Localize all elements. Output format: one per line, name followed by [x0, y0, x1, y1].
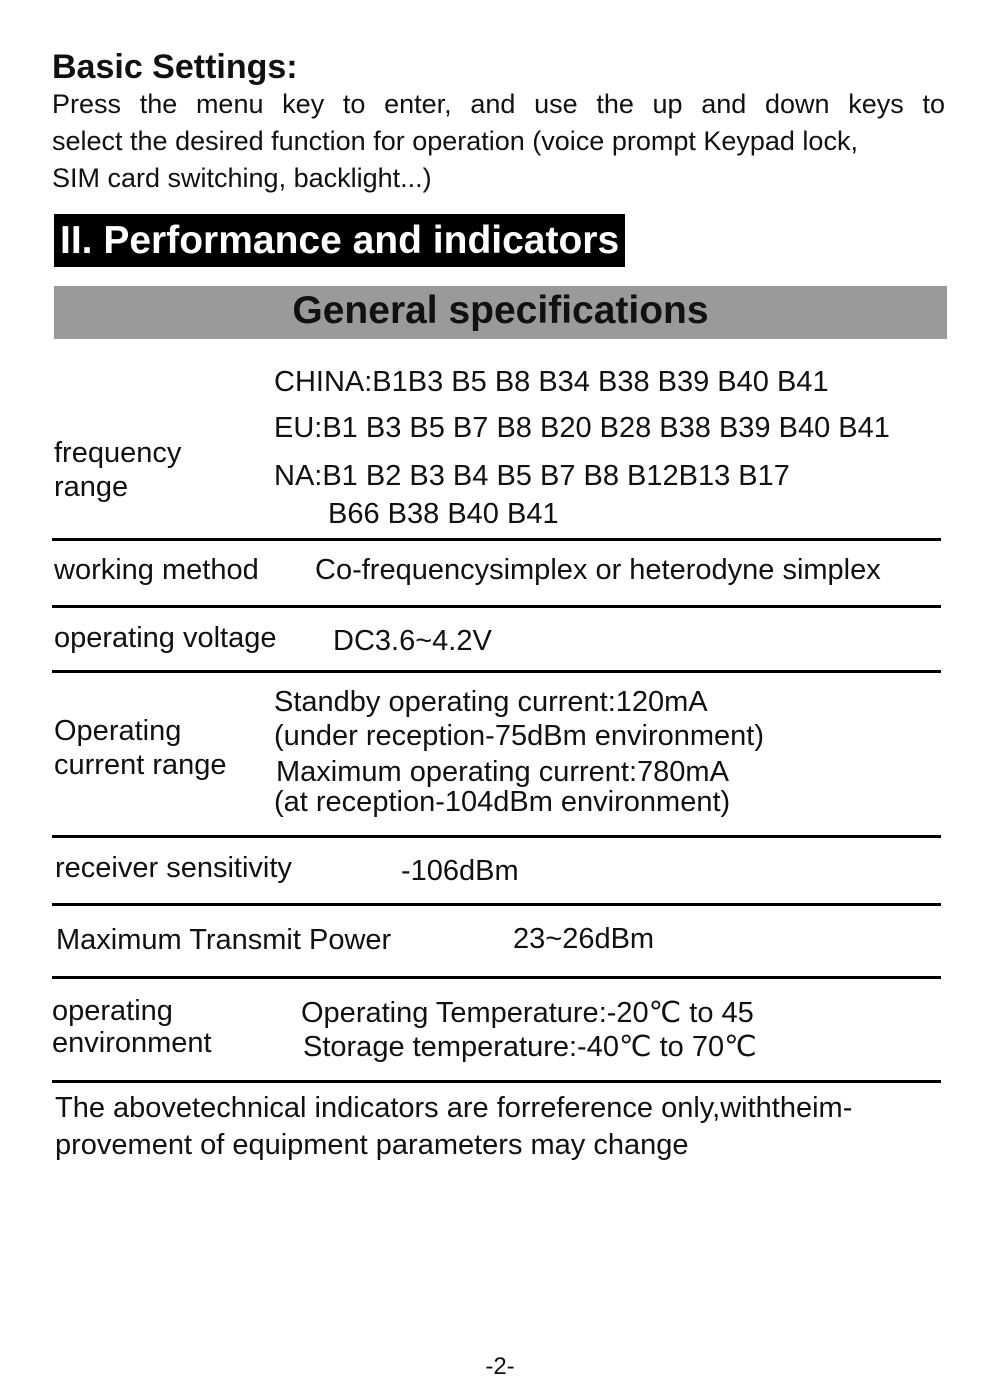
row-divider	[52, 538, 941, 541]
footnote-line: provement of equipment parameters may change	[55, 1129, 689, 1161]
row-divider	[52, 835, 941, 838]
paragraph-line: SIM card switching, backlight...)	[52, 163, 432, 193]
page-number: -2-	[485, 1353, 515, 1380]
label-line: current range	[54, 749, 227, 781]
label-line: Operating	[54, 715, 182, 747]
storage-temperature: Storage temperature:-40℃ to 70℃	[303, 1031, 757, 1063]
frequency-eu: EU:B1 B3 B5 B7 B8 B20 B28 B38 B39 B40 B41	[274, 412, 890, 444]
section-title: II. Performance and indicators	[54, 214, 625, 267]
paragraph-line: Press the menu key to enter, and use the up and down keys to	[52, 89, 945, 119]
footnote-line: The abovetechnical indicators are forreference only,withtheim-	[55, 1092, 853, 1124]
row-divider	[52, 670, 941, 673]
frequency-china: CHINA:B1B3 B5 B8 B34 B38 B39 B40 B41	[274, 366, 829, 398]
frequency-range-label	[54, 436, 181, 504]
receiver-sensitivity-label: receiver sensitivity	[55, 852, 292, 884]
working-method-label: working method	[54, 554, 259, 586]
frequency-na-continued: B66 B38 B40 B41	[328, 498, 559, 530]
label-line: environment	[52, 1027, 212, 1059]
receiver-sensitivity-value: -106dBm	[401, 855, 519, 887]
label-line: frequency	[54, 437, 182, 469]
row-divider	[52, 1080, 941, 1083]
operating-voltage-label: operating voltage	[54, 622, 277, 654]
basic-settings-title: Basic Settings:	[52, 48, 298, 86]
standby-current: Standby operating current:120mA	[274, 686, 708, 718]
paragraph-line: select the desired function for operation (voice prompt Keypad lock,	[52, 126, 858, 156]
max-current-condition: (at reception-104dBm environment)	[274, 786, 731, 818]
row-divider	[52, 605, 941, 608]
operating-voltage-value: DC3.6~4.2V	[333, 625, 492, 657]
max-transmit-power-value: 23~26dBm	[513, 923, 655, 955]
standby-condition: (under reception-75dBm environment)	[274, 720, 765, 752]
operating-environment-label	[52, 995, 212, 1059]
row-divider	[52, 976, 941, 979]
frequency-na: NA:B1 B2 B3 B4 B5 B7 B8 B12B13 B17	[274, 460, 790, 492]
label-line: range	[54, 471, 129, 503]
label-line: operating	[52, 995, 173, 1027]
working-method-value: Co-frequencysimplex or heterodyne simplex	[315, 554, 881, 586]
footnote	[55, 1090, 852, 1164]
operating-current-label	[54, 714, 227, 782]
basic-settings-paragraph	[52, 86, 945, 197]
section-subtitle: General specifications	[54, 286, 947, 339]
row-divider	[52, 903, 941, 906]
operating-temperature: Operating Temperature:-20℃ to 45	[301, 997, 754, 1029]
max-current: Maximum operating current:780mA	[276, 756, 729, 788]
max-transmit-power-label: Maximum Transmit Power	[56, 924, 392, 956]
